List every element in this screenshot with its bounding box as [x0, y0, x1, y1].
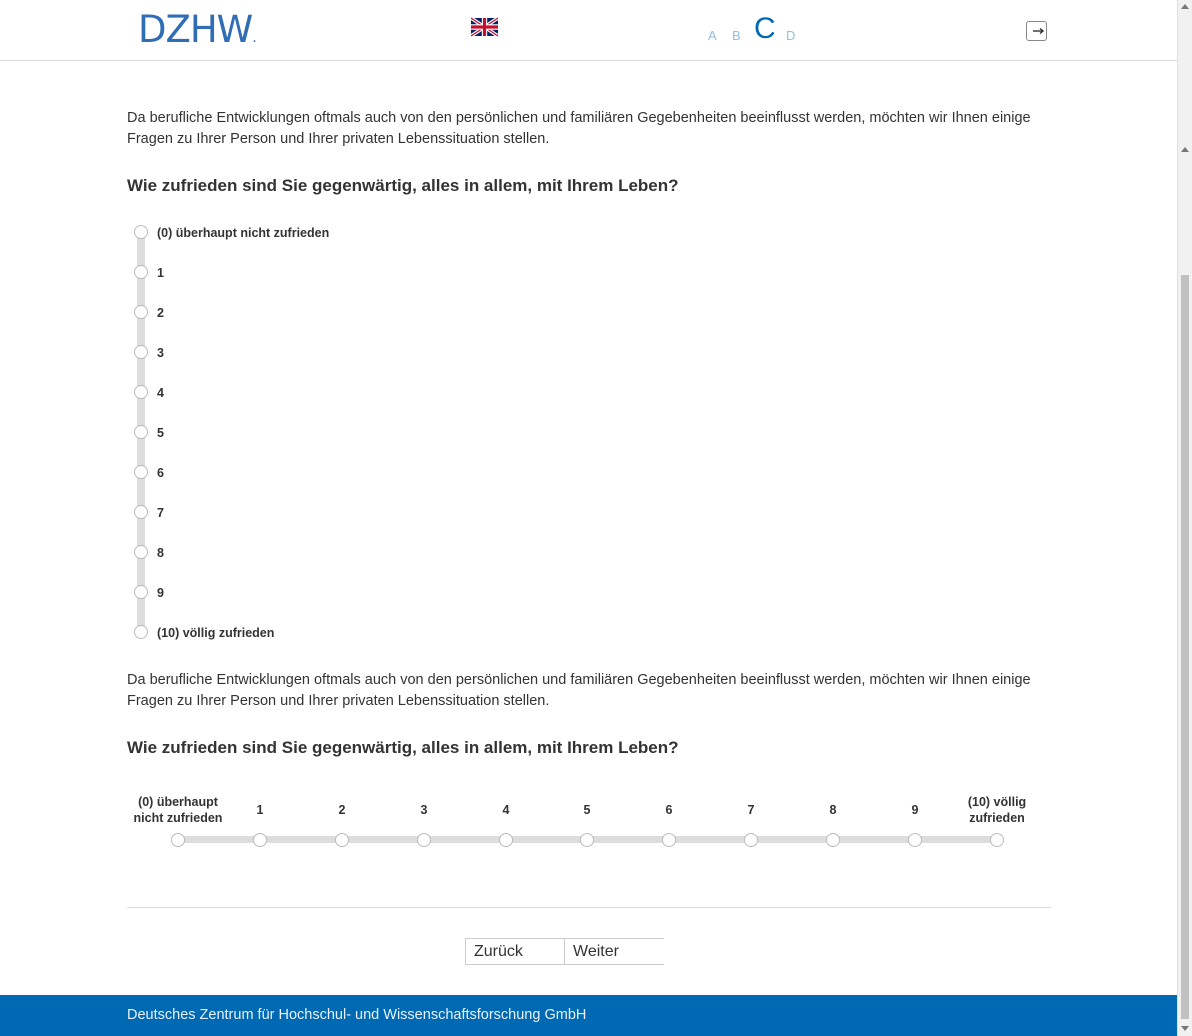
radio-button[interactable] [417, 833, 431, 847]
option-label: 3 [420, 803, 428, 817]
scroll-down-arrow-icon[interactable] [1181, 1026, 1189, 1031]
radio-button[interactable] [134, 505, 148, 519]
scroll-up-arrow-icon[interactable] [1181, 4, 1189, 9]
rating-option-10[interactable] [947, 790, 1047, 850]
navigation-buttons [465, 938, 664, 965]
logout-button[interactable] [1026, 21, 1047, 41]
radio-button[interactable] [335, 833, 349, 847]
radio-button[interactable] [134, 625, 148, 639]
option-label: 1 [157, 266, 164, 280]
option-label: 8 [829, 803, 837, 817]
radio-button[interactable] [134, 465, 148, 479]
option-label: 3 [157, 346, 164, 360]
uk-flag-icon[interactable] [471, 17, 498, 37]
option-label: 9 [157, 586, 164, 600]
radio-button[interactable] [134, 225, 148, 239]
option-label: (0) überhaupt nicht zufrieden [133, 795, 223, 825]
radio-button[interactable] [662, 833, 676, 847]
page-footer [0, 995, 1177, 1036]
radio-button[interactable] [171, 833, 185, 847]
dzhw-logo: DZHW. [138, 8, 257, 51]
option-label: 1 [256, 803, 264, 817]
option-label: 2 [157, 306, 164, 320]
back-button[interactable]: Zurück [466, 939, 565, 964]
radio-button[interactable] [134, 305, 148, 319]
option-label: 4 [157, 386, 164, 400]
scroll-up-arrow-icon[interactable] [1181, 147, 1189, 152]
radio-button[interactable] [499, 833, 513, 847]
radio-button[interactable] [134, 585, 148, 599]
option-label: 5 [157, 426, 164, 440]
page-header [0, 0, 1177, 61]
footer-text: Deutsches Zentrum für Hochschul- und Wissenschaftsforschung GmbH [127, 1007, 587, 1023]
question-title-2: Wie zufrieden sind Sie gegenwärtig, alles in allem, mit Ihrem Leben? [127, 738, 679, 757]
vertical-scrollbar[interactable] [1177, 0, 1192, 1036]
intro-text-1: Da berufliche Entwicklungen oftmals auch von den persönlichen und familiären Gegebenheiten beeinflusst werden, möchten wir Ihnen einige Fragen zu Ihrer Person und Ihrer privaten Lebenssituation stellen. [127, 110, 1031, 147]
mode-a[interactable]: A [708, 28, 717, 43]
radio-button[interactable] [134, 425, 148, 439]
question-title-1: Wie zufrieden sind Sie gegenwärtig, alles in allem, mit Ihrem Leben? [127, 176, 679, 195]
radio-button[interactable] [134, 345, 148, 359]
radio-button[interactable] [908, 833, 922, 847]
option-label: 4 [502, 803, 510, 817]
intro-text-2: Da berufliche Entwicklungen oftmals auch von den persönlichen und familiären Gegebenheiten beeinflusst werden, möchten wir Ihnen einige Fragen zu Ihrer Person und Ihrer privaten Lebenssituation stellen. [127, 672, 1031, 709]
option-label: (10) völlig zufrieden [157, 626, 275, 640]
radio-button[interactable] [134, 265, 148, 279]
option-label: 7 [157, 506, 164, 520]
option-label: (0) überhaupt nicht zufrieden [157, 226, 330, 240]
option-label: 6 [665, 803, 673, 817]
option-label: (10) völlig zufrieden [967, 795, 1027, 825]
option-label: 2 [338, 803, 346, 817]
radio-button[interactable] [134, 545, 148, 559]
option-label: 8 [157, 546, 164, 560]
logout-icon [1030, 25, 1044, 37]
scrollbar-thumb[interactable] [1181, 275, 1189, 1019]
mode-d[interactable]: D [786, 28, 796, 43]
radio-button[interactable] [826, 833, 840, 847]
option-label: 9 [911, 803, 919, 817]
next-button[interactable]: Weiter [565, 939, 664, 964]
mode-c[interactable]: C [754, 12, 776, 45]
radio-button[interactable] [744, 833, 758, 847]
layout-mode-switcher [708, 12, 808, 48]
option-label: 5 [583, 803, 591, 817]
option-label: 7 [747, 803, 755, 817]
section-divider [127, 907, 1051, 908]
mode-b[interactable]: B [732, 28, 741, 43]
radio-button[interactable] [580, 833, 594, 847]
radio-button[interactable] [253, 833, 267, 847]
option-label: 6 [157, 466, 164, 480]
vertical-rating-scale [134, 225, 534, 645]
radio-button[interactable] [134, 385, 148, 399]
horizontal-rating-scale [127, 790, 1052, 860]
radio-button[interactable] [990, 833, 1004, 847]
